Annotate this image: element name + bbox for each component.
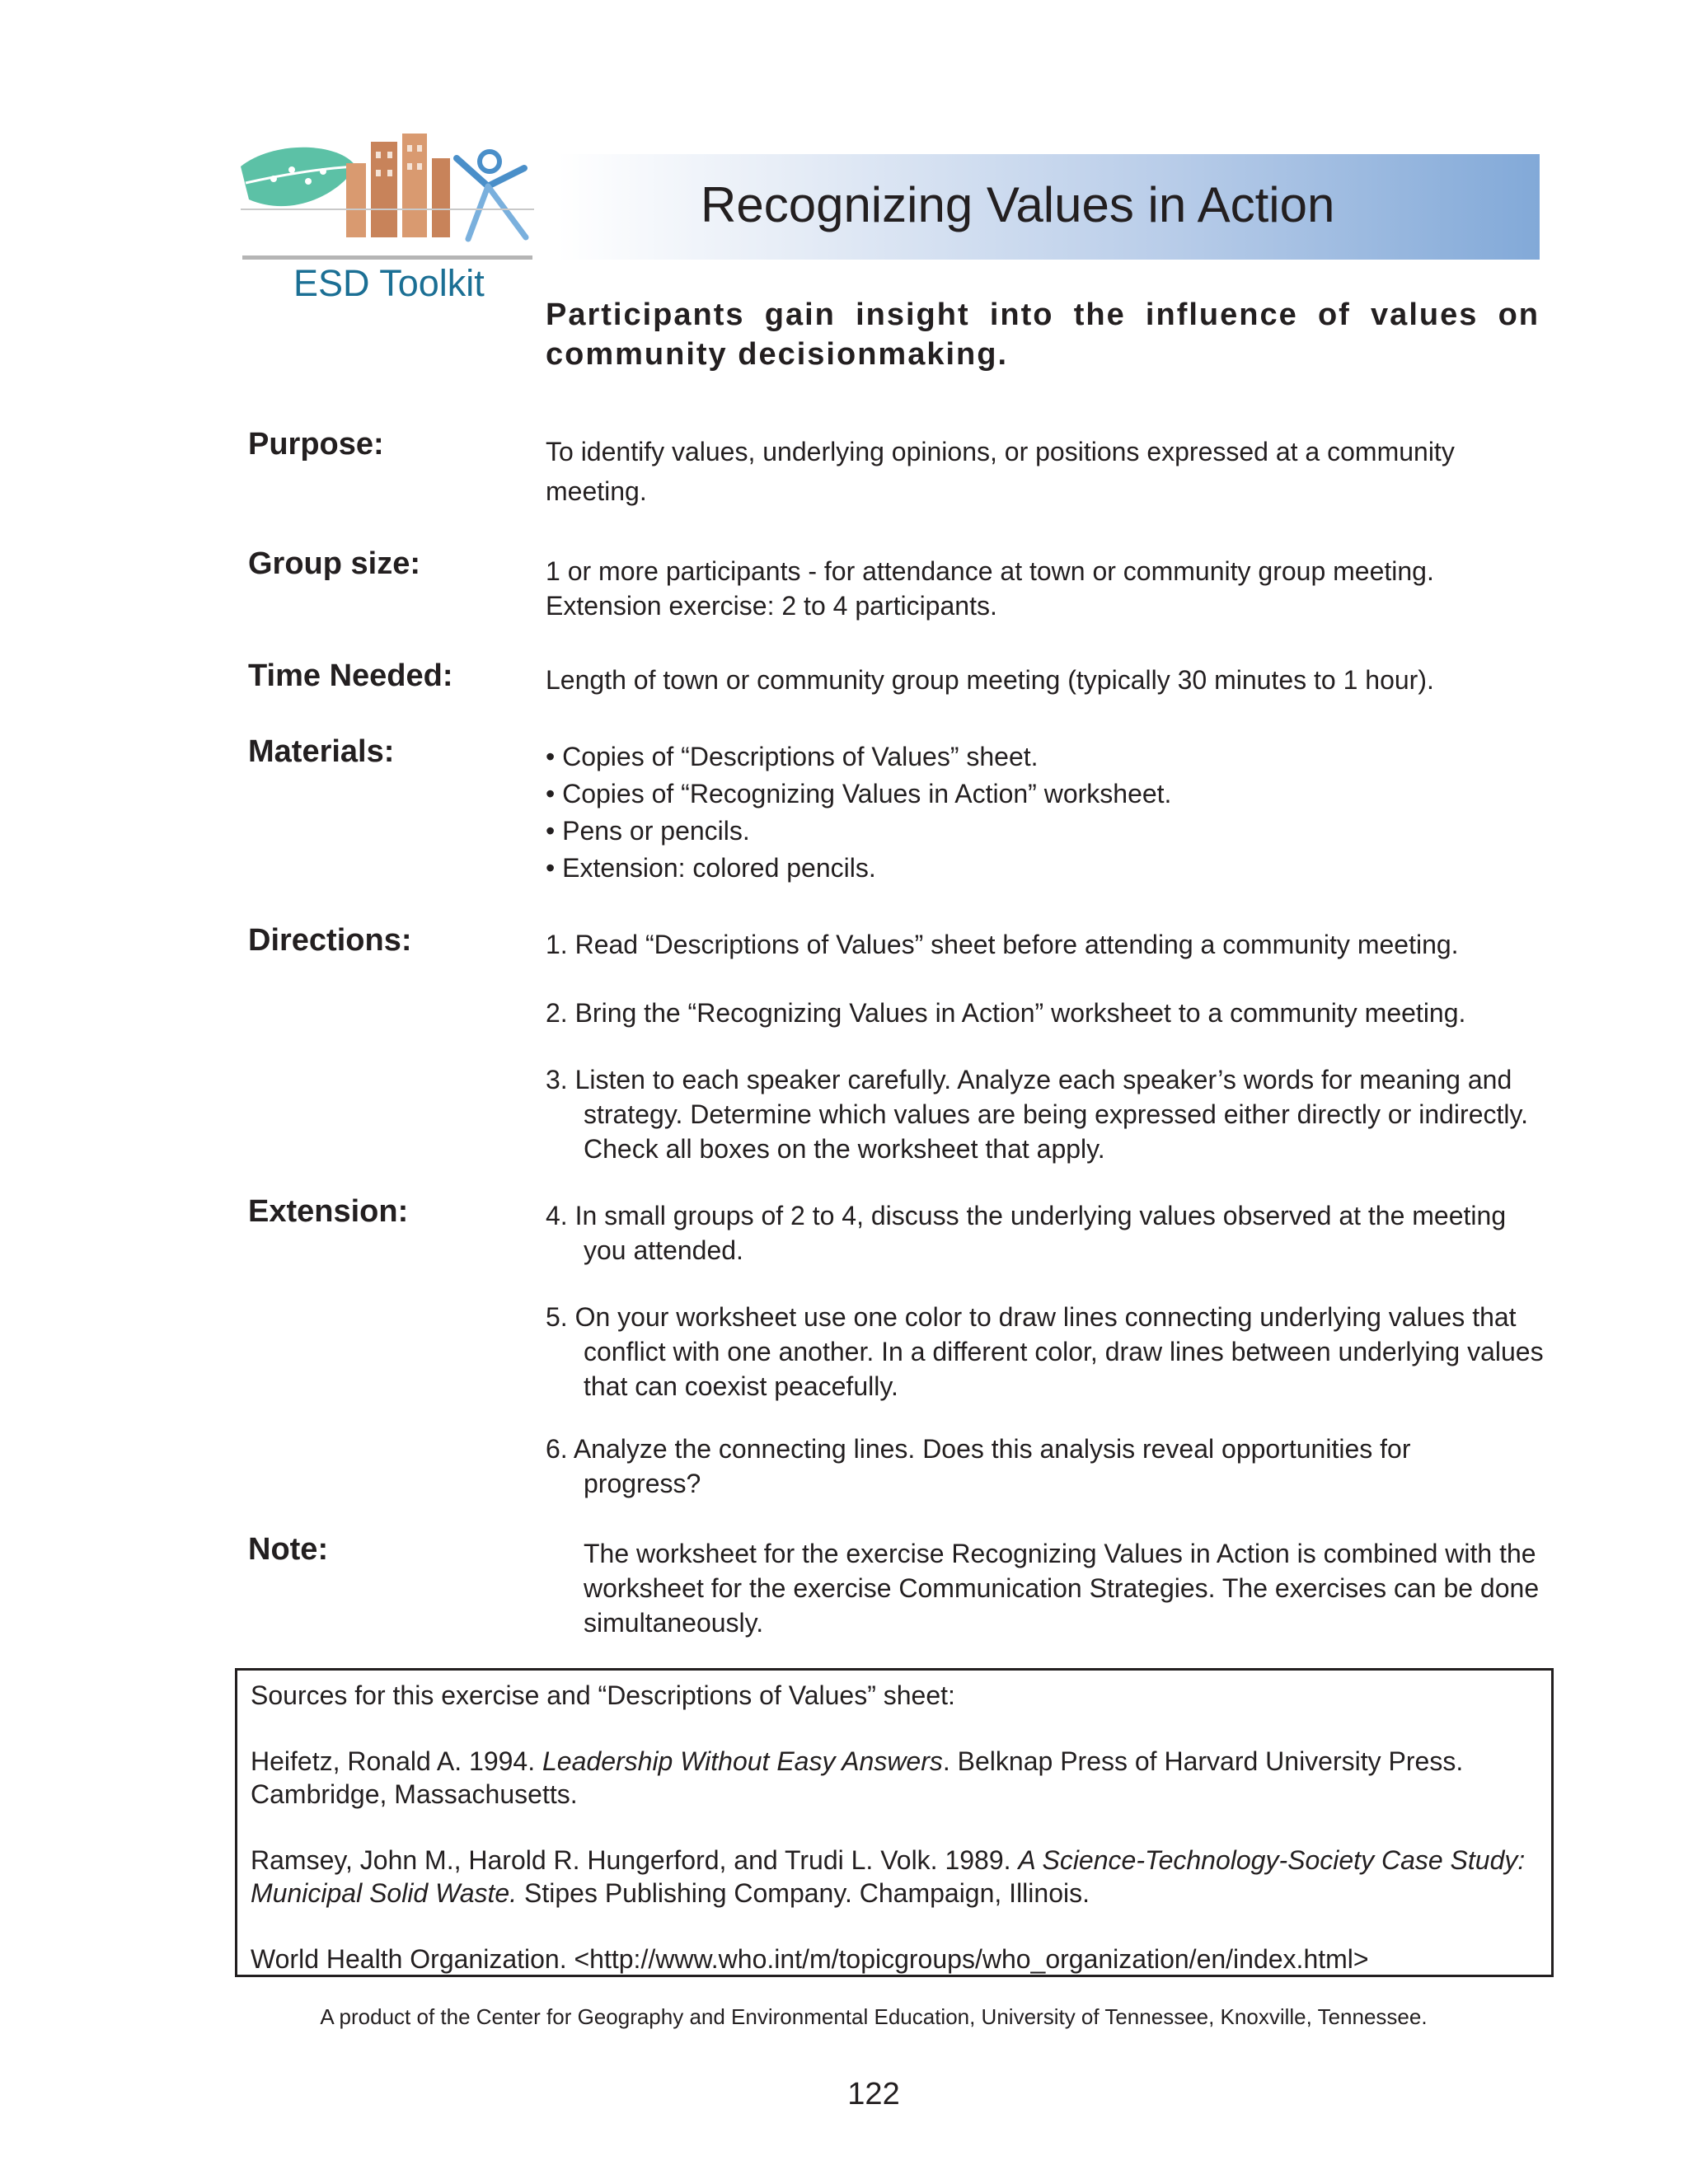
purpose-text: To identify values, underlying opinions, or positions expressed at a community meeting.	[546, 437, 1455, 506]
source-reference	[251, 1943, 1540, 1975]
extension-step: 5. On your worksheet use one color to draw lines connecting underlying values that conflict with one another. In a different color, draw lines between underlying values that can coexist peacefully.	[546, 1302, 1544, 1401]
brand-name: ESD Toolkit	[293, 262, 485, 304]
reference-title: A Science-Technology-Society Case Study: Municipal Solid Waste.	[251, 1845, 1526, 1908]
time-needed-text: Length of town or community group meeting (typically 30 minutes to 1 hour).	[546, 665, 1434, 695]
list-item: • Copies of “Descriptions of Values” sheet.	[546, 742, 1039, 771]
person-figure-icon	[457, 152, 526, 239]
reference-publisher: . Belknap Press of Harvard University Press. Cambridge, Massachusetts.	[251, 1746, 1464, 1809]
extension-label: Extension:	[248, 1194, 409, 1229]
group-size-line: Extension exercise: 2 to 4 participants.	[546, 591, 997, 621]
reference-author: Ramsey, John M., Harold R. Hungerford, and Trudi L. Volk. 1989.	[251, 1845, 1019, 1875]
directions-label: Directions:	[248, 923, 412, 958]
extension-step: 6. Analyze the connecting lines. Does this analysis reveal opportunities for progress?	[546, 1434, 1411, 1498]
page-title: Recognizing Values in Action	[701, 177, 1335, 232]
reference-title: Leadership Without Easy Answers	[542, 1746, 943, 1776]
sources-heading: Sources for this exercise and “Descriptions of Values” sheet:	[251, 1680, 955, 1710]
time-needed-label: Time Needed:	[248, 658, 453, 693]
note-label: Note:	[248, 1532, 329, 1567]
leaf-icon	[241, 148, 356, 206]
extension-step: 4. In small groups of 2 to 4, discuss the underlying values observed at the meeting you attended.	[546, 1201, 1507, 1265]
page-subtitle: Participants gain insight into the influence of values on community decisionmaking.	[546, 298, 1540, 372]
page-number: 122	[847, 2077, 900, 2111]
list-item: • Copies of “Recognizing Values in Action” worksheet.	[546, 779, 1172, 808]
direction-step: 3. Listen to each speaker carefully. Analyze each speaker’s words for meaning and strategy. Determine which values are being expressed either directly or indirectly. Check all boxes on the worksheet that apply.	[546, 1065, 1528, 1164]
footer-credit: A product of the Center for Geography and Environmental Education, University of Tennessee, Knoxville, Tennessee.	[320, 2004, 1428, 2029]
direction-step: 2. Bring the “Recognizing Values in Action” worksheet to a community meeting.	[546, 998, 1466, 1028]
reference-author: World Health Organization. <http://www.who.int/m/topicgroups/who_organization/en/index.html>	[251, 1944, 1369, 1974]
sources-box	[235, 1668, 1554, 1977]
group-size-line: 1 or more participants - for attendance at town or community group meeting.	[546, 556, 1434, 586]
source-reference	[251, 1844, 1540, 1910]
logo-rule	[242, 255, 532, 260]
group-size-text	[546, 554, 1543, 623]
esd-toolkit-logo	[241, 134, 534, 267]
materials-list	[546, 738, 1543, 887]
buildings-icon	[346, 134, 450, 237]
note-text: The worksheet for the exercise Recognizing Values in Action is combined with the worksheet for the exercise Communication Strategies. The exercises can be done simultaneously.	[584, 1539, 1540, 1638]
materials-label: Materials:	[248, 734, 395, 769]
purpose-label: Purpose:	[248, 427, 384, 462]
group-size-label: Group size:	[248, 546, 421, 581]
list-item: • Extension: colored pencils.	[546, 853, 876, 883]
reference-publisher: Stipes Publishing Company. Champaign, Illinois.	[517, 1878, 1090, 1908]
source-reference	[251, 1745, 1540, 1811]
direction-step: 1. Read “Descriptions of Values” sheet before attending a community meeting.	[546, 930, 1459, 959]
logo-graphic	[241, 134, 534, 267]
list-item: • Pens or pencils.	[546, 816, 750, 846]
reference-author: Heifetz, Ronald A. 1994.	[251, 1746, 542, 1776]
